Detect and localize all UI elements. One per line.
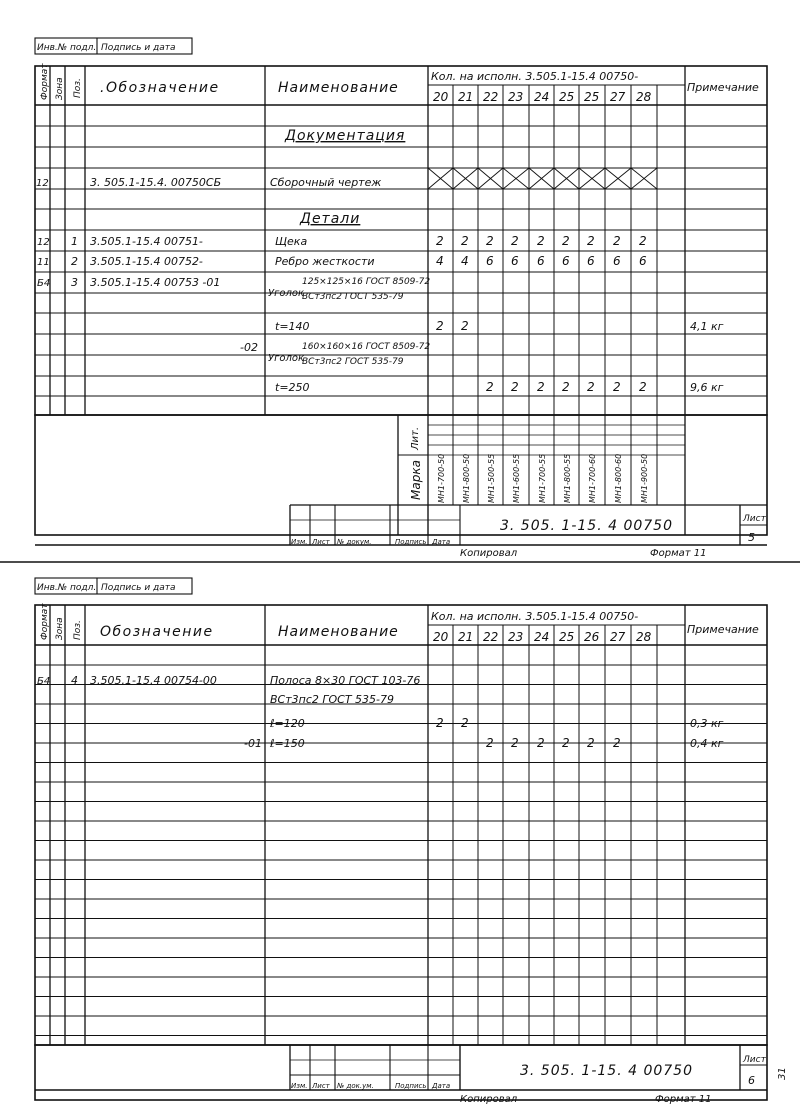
section-documentation: Документация: [285, 128, 406, 144]
qty-column-header: 22: [483, 90, 499, 104]
row-designation: 3.505.1-15.4 00751-: [90, 235, 203, 248]
row-note: 0,3 кг: [690, 717, 724, 730]
header-note: Примечание: [687, 81, 759, 94]
row-designation: 3. 505.1-15.4. 00750СБ: [90, 176, 222, 189]
tb-sheet-no: 5: [748, 531, 755, 544]
row-pos: 3: [71, 276, 78, 289]
row-qty-value: 2: [511, 736, 519, 750]
qty-column-header: 21: [458, 90, 474, 104]
row-note: 0,4 кг: [690, 737, 724, 750]
tb-code: 3. 505. 1-15. 4 00750: [500, 518, 673, 534]
row-name: Ребро жесткости: [275, 255, 375, 268]
header-name: Наименование: [278, 80, 399, 96]
row-note: 4,1 кг: [690, 320, 724, 333]
row-qty-value: 2: [436, 234, 444, 248]
row-qty-value: 2: [511, 234, 519, 248]
stamp-sign-label: Подпись и дата: [101, 583, 176, 593]
row-name: ВСт3пс2 ГОСТ 535-79: [270, 693, 395, 706]
qty-column-header: 21: [458, 630, 474, 644]
row-qty-value: 6: [511, 254, 519, 268]
qty-column-header: 27: [610, 630, 626, 644]
qty-column-header: 25: [584, 90, 600, 104]
row-name: Сборочный чертеж: [270, 176, 382, 189]
tb-date: Дата: [432, 538, 451, 546]
row-note: 9,6 кг: [690, 381, 724, 394]
qty-column-header: 23: [508, 630, 524, 644]
side-mark: 31: [777, 1067, 788, 1080]
qty-column-header: 25: [559, 90, 575, 104]
row-spec1: 160×160×16 ГОСТ 8509-72: [302, 342, 431, 352]
header-name: Наименование: [278, 624, 399, 640]
header-qty-title: Кол. на исполн. 3.505.1-15.4 00750-: [431, 70, 639, 83]
mark-label: МН1-700-50: [437, 453, 446, 503]
tb-ndok: № докум.: [337, 538, 372, 546]
marks-label: Марка: [409, 460, 423, 500]
row-format: 12: [36, 178, 49, 189]
row-name: t=140: [275, 320, 310, 333]
row-qty-value: 2: [537, 736, 545, 750]
row-qty-value: 2: [613, 736, 621, 750]
tb-ndok: № док.ум.: [337, 1082, 374, 1090]
header-zone: Зона: [55, 77, 65, 100]
row-qty-value: 6: [486, 254, 494, 268]
row-qty-value: 2: [639, 234, 647, 248]
mark-label: МН1-800-60: [614, 453, 623, 503]
row-designation: 3.505.1-15.4 00753 -01: [90, 276, 221, 289]
row-qty-value: 2: [562, 736, 570, 750]
tb-date: Дата: [432, 1082, 451, 1090]
tb-sign: Подпись: [395, 1082, 427, 1090]
row-qty-value: 2: [436, 319, 444, 333]
row-format: Б4: [37, 676, 51, 687]
row-format: Б4: [37, 278, 51, 289]
row-qty-value: 2: [587, 234, 595, 248]
row-qty-value: 4: [436, 254, 444, 268]
row-name: ℓ=150: [270, 737, 305, 750]
row-designation: -02: [240, 341, 258, 354]
row-qty-value: 2: [486, 380, 494, 394]
footer-copied: Копировал: [460, 548, 518, 559]
row-designation: 3.505.1-15.4 00752-: [90, 255, 203, 268]
header-note: Примечание: [687, 623, 759, 636]
row-pos: 4: [71, 674, 78, 687]
tb-izm: Изм.: [291, 1082, 308, 1090]
qty-column-header: 24: [534, 630, 550, 644]
row-qty-value: 2: [562, 380, 570, 394]
header-format: Формат: [40, 63, 50, 100]
row-spec2: ВСт3пс2 ГОСТ 535-79: [302, 292, 404, 302]
mark-label: МН1-800-55: [563, 453, 572, 503]
tb-izm: Изм.: [291, 538, 308, 546]
tb-list: Лист: [312, 1082, 330, 1090]
row-qty-value: 4: [461, 254, 469, 268]
header-pos: Поз.: [73, 78, 83, 98]
row-qty-value: 2: [537, 380, 545, 394]
tb-list: Лист: [312, 538, 330, 546]
row-designation: -01: [244, 737, 262, 750]
tb-sheet-no: 6: [748, 1074, 755, 1087]
tb-sign: Подпись: [395, 538, 427, 546]
tb-sheet-label: Лист: [743, 1055, 766, 1065]
mark-label: МН1-900-50: [640, 453, 649, 503]
mark-label: МН1-700-55: [538, 453, 547, 503]
row-format: 11: [37, 257, 50, 268]
footer-copied: Копировал: [460, 1094, 518, 1105]
row-name: Щека: [275, 235, 308, 248]
qty-column-header: 28: [636, 90, 652, 104]
row-designation: 3.505.1-15.4 00754-00: [90, 674, 217, 687]
row-qty-value: 2: [587, 736, 595, 750]
header-pos: Поз.: [73, 620, 83, 640]
mark-label: МН1-600-55: [512, 453, 521, 503]
row-qty-value: 2: [613, 234, 621, 248]
row-qty-value: 2: [587, 380, 595, 394]
mark-label: МН1-500-55: [487, 453, 496, 503]
row-qty-value: 6: [562, 254, 570, 268]
qty-column-header: 25: [559, 630, 575, 644]
lit-label: Лит.: [410, 426, 421, 450]
qty-column-header: 20: [433, 90, 449, 104]
row-qty-value: 6: [537, 254, 545, 268]
header-zone: Зона: [55, 617, 65, 640]
row-name: Уголок: [268, 288, 305, 299]
qty-column-header: 28: [636, 630, 652, 644]
row-qty-value: 2: [461, 716, 469, 730]
row-name: t=250: [275, 381, 310, 394]
mark-label: МН1-700-60: [588, 453, 597, 503]
mark-label: МН1-800-50: [462, 453, 471, 503]
row-pos: 1: [71, 235, 78, 248]
row-qty-value: 6: [587, 254, 595, 268]
row-name: Уголок: [268, 353, 305, 364]
row-pos: 2: [71, 255, 78, 268]
footer-format: Формат 11: [655, 1094, 712, 1105]
row-spec2: ВСт3пс2 ГОСТ 535-79: [302, 357, 404, 367]
header-designation: .Обозначение: [100, 80, 220, 96]
qty-column-header: 23: [508, 90, 524, 104]
tb-sheet-label: Лист: [743, 514, 766, 524]
section-parts: Детали: [300, 211, 361, 227]
row-qty-value: 2: [486, 736, 494, 750]
row-qty-value: 6: [639, 254, 647, 268]
header-designation: Обозначение: [100, 624, 214, 640]
row-qty-value: 2: [461, 234, 469, 248]
qty-column-header: 27: [610, 90, 626, 104]
stamp-inv-label: Инв.№ подл.: [37, 43, 97, 53]
row-spec1: 125×125×16 ГОСТ 8509-72: [302, 277, 431, 287]
header-format: Формат: [40, 603, 50, 640]
row-qty-value: 2: [436, 716, 444, 730]
qty-column-header: 26: [584, 630, 600, 644]
row-name: ℓ=120: [270, 717, 305, 730]
qty-column-header: 22: [483, 630, 499, 644]
row-qty-value: 6: [613, 254, 621, 268]
row-name: Полоса 8×30 ГОСТ 103-76: [270, 674, 421, 687]
footer-format: Формат 11: [650, 548, 707, 559]
qty-column-header: 20: [433, 630, 449, 644]
row-qty-value: 2: [537, 234, 545, 248]
header-qty-title: Кол. на исполн. 3.505.1-15.4 00750-: [431, 610, 639, 623]
row-qty-value: 2: [613, 380, 621, 394]
stamp-inv-label: Инв.№ подл.: [37, 583, 97, 593]
row-qty-value: 2: [639, 380, 647, 394]
qty-column-header: 24: [534, 90, 550, 104]
row-qty-value: 2: [486, 234, 494, 248]
row-qty-value: 2: [562, 234, 570, 248]
row-qty-value: 2: [511, 380, 519, 394]
row-format: 12: [37, 237, 50, 248]
tb-code: 3. 505. 1-15. 4 00750: [520, 1063, 693, 1079]
stamp-sign-label: Подпись и дата: [101, 43, 176, 53]
row-qty-value: 2: [461, 319, 469, 333]
